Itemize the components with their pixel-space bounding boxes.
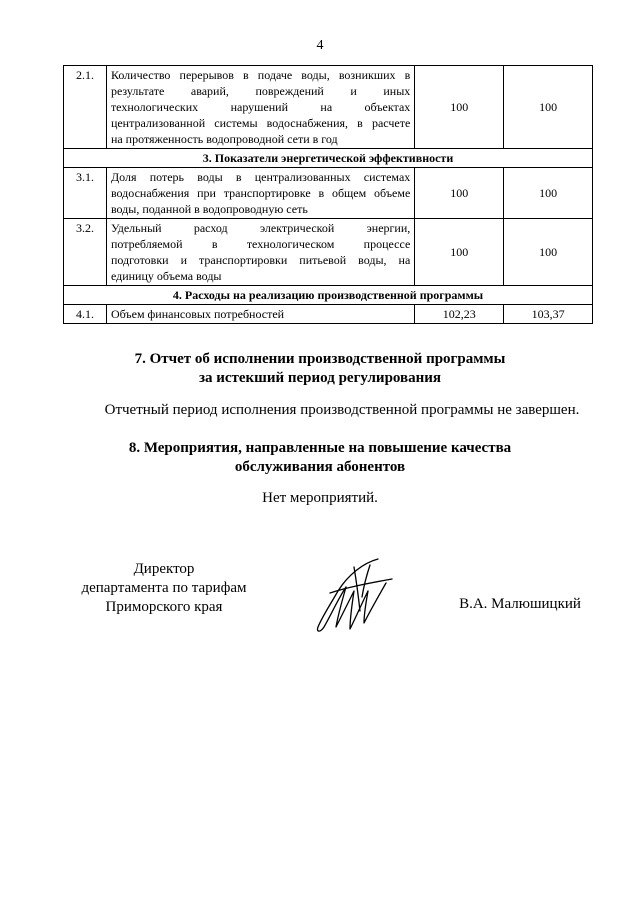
value-year-2: 100 — [504, 66, 593, 149]
signatory-position-line3: Приморского края — [105, 599, 223, 615]
description-line: технологических нарушений на объектах — [110, 100, 411, 114]
section8-title-line2: обслуживания абонентов — [234, 459, 406, 475]
section8-title — [0, 439, 640, 477]
section-heading: 4. Расходы на реализацию производственной программы — [64, 286, 593, 305]
value-year-1: 100 — [415, 66, 504, 149]
value-year-1: 100 — [415, 219, 504, 286]
description-line: воды, поданной в водопроводную сеть — [110, 202, 308, 216]
description-line: централизованной системы водоснабжения, в расчете — [110, 116, 411, 130]
description-line: подготовки и транспортировки питьевой воды, на — [110, 253, 411, 267]
table-row — [64, 168, 593, 219]
section7-title — [0, 350, 640, 388]
value-year-1: 100 — [415, 168, 504, 219]
value-year-1: 102,23 — [415, 305, 504, 324]
section7-title-line2: за истекший период регулирования — [198, 370, 442, 386]
signatory-position-line2: департамента по тарифам — [81, 580, 247, 596]
table-section-row — [64, 149, 593, 168]
indicators-table — [63, 65, 593, 324]
indicator-description — [106, 66, 414, 149]
section7-title-line1: 7. Отчет об исполнении производственной программы — [134, 351, 506, 367]
row-number: 3.2. — [64, 219, 107, 286]
description-line: Объем финансовых потребностей — [110, 307, 285, 321]
value-year-2: 103,37 — [504, 305, 593, 324]
signatory-name: В.А. Малюшицкий — [459, 596, 581, 612]
table-section-row — [64, 286, 593, 305]
description-line: Доля потерь воды в централизованных системах — [110, 170, 411, 184]
section-heading: 3. Показатели энергетической эффективности — [64, 149, 593, 168]
table-row — [64, 66, 593, 149]
section7-text: Отчетный период исполнения производственной программы не завершен. — [104, 402, 580, 418]
row-number: 2.1. — [64, 66, 107, 149]
page-number: 4 — [316, 38, 324, 53]
row-number: 4.1. — [64, 305, 107, 324]
value-year-2: 100 — [504, 168, 593, 219]
description-line: Количество перерывов в подаче воды, возникших в — [110, 68, 411, 82]
value-year-2: 100 — [504, 219, 593, 286]
indicator-description — [106, 305, 414, 324]
description-line: на протяженность водопроводной сети в год — [110, 132, 338, 146]
description-line: единицу объема воды — [110, 269, 222, 283]
signatory-position-line1: Директор — [133, 561, 195, 577]
description-line: потребляемой в технологическом процессе — [110, 237, 411, 251]
row-number: 3.1. — [64, 168, 107, 219]
indicator-description — [106, 219, 414, 286]
handwritten-signature — [308, 553, 398, 638]
description-line: водоснабжения при транспортировке в общем объеме — [110, 186, 411, 200]
signatory-position — [64, 560, 264, 617]
section8-title-line1: 8. Мероприятия, направленные на повышение качества — [128, 440, 512, 456]
table-row — [64, 219, 593, 286]
description-line: результате аварий, повреждений и иных — [110, 84, 411, 98]
section8-text: Нет мероприятий. — [262, 490, 378, 506]
indicators-table-body — [64, 66, 593, 324]
indicator-description — [106, 168, 414, 219]
description-line: Удельный расход электрической энергии, — [110, 221, 411, 235]
table-row — [64, 305, 593, 324]
